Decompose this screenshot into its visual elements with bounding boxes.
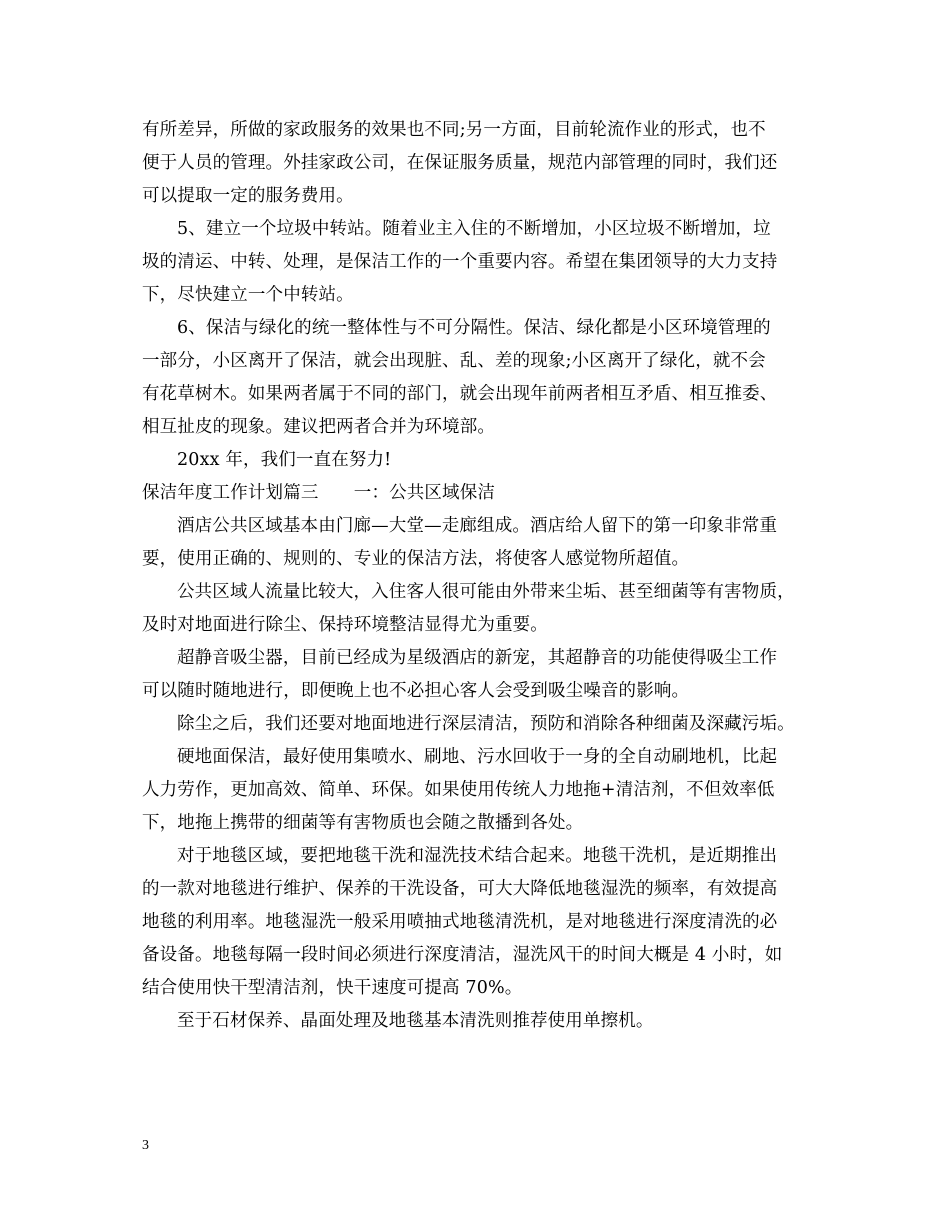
text-line: 下，尽快建立一个中转站。 xyxy=(142,285,354,305)
text-line: 便于人员的管理。外挂家政公司，在保证服务质量，规范内部管理的同时，我们还 xyxy=(142,153,778,173)
text-line: 有所差异，所做的家政服务的效果也不同;另一方面，目前轮流作业的形式，也不 xyxy=(142,120,766,140)
text-line: 硬地面保洁，最好使用集喷水、刷地、污水回收于一身的全自动刷地机，比起 xyxy=(177,747,778,767)
text-line: 可以提取一定的服务费用。 xyxy=(142,186,354,206)
text-line: 地毯的利用率。地毯湿洗一般采用喷抽式地毯清洗机，是对地毯进行深度清洗的必 xyxy=(142,912,778,932)
text-line: 的一款对地毯进行维护、保养的干洗设备，可大大降低地毯湿洗的频率，有效提高 xyxy=(142,879,778,899)
text-line: 有花草树木。如果两者属于不同的部门，就会出现年前两者相互矛盾、相互推委、 xyxy=(142,384,778,404)
text-line: 超静音吸尘器，目前已经成为星级酒店的新宠，其超静音的功能使得吸尘工作 xyxy=(177,648,778,668)
text-line: 下，地拖上携带的细菌等有害物质也会随之散播到各处。 xyxy=(142,813,584,833)
text-line: 人力劳作，更加高效、简单、环保。如果使用传统人力地拖+清洁剂，不但效率低 xyxy=(142,780,775,800)
document-body xyxy=(142,114,822,1038)
text-line: 20xx 年，我们一直在努力! xyxy=(177,450,392,470)
text-line: 结合使用快干型清洁剂，快干速度可提高 70%。 xyxy=(142,978,523,998)
text-line: 公共区域人流量比较大，入住客人很可能由外带来尘垢、甚至细菌等有害物质， xyxy=(177,582,795,602)
text-line: 相互扯皮的现象。建议把两者合并为环境部。 xyxy=(142,417,495,437)
page-number: 3 xyxy=(142,1138,149,1153)
text-line: 除尘之后，我们还要对地面地进行深层清洁，预防和消除各种细菌及深藏污垢。 xyxy=(177,714,795,734)
text-line: 可以随时随地进行，即便晚上也不必担心客人会受到吸尘噪音的影响。 xyxy=(142,681,690,701)
text-line: 5、建立一个垃圾中转站。随着业主入住的不断增加，小区垃圾不断增加，垃 xyxy=(177,219,771,239)
text-line: 保洁年度工作计划篇三 一：公共区域保洁 xyxy=(142,483,495,503)
text-line: 至于石材保养、晶面处理及地毯基本清洗则推荐使用单擦机。 xyxy=(177,1011,654,1031)
text-line: 圾的清运、中转、处理，是保洁工作的一个重要内容。希望在集团领导的大力支持 xyxy=(142,252,778,272)
text-line: 要，使用正确的、规则的、专业的保洁方法，将使客人感觉物所超值。 xyxy=(142,549,690,569)
text-line: 及时对地面进行除尘、保持环境整洁显得尤为重要。 xyxy=(142,615,548,635)
text-line: 备设备。地毯每隔一段时间必须进行深度清洁，湿洗风干的时间大概是 4 小时，如 xyxy=(142,945,783,965)
text-line: 对于地毯区域，要把地毯干洗和湿洗技术结合起来。地毯干洗机，是近期推出 xyxy=(177,846,778,866)
text-line: 酒店公共区域基本由门廊—大堂—走廊组成。酒店给人留下的第一印象非常重 xyxy=(177,516,778,536)
text-line: 一部分，小区离开了保洁，就会出现脏、乱、差的现象;小区离开了绿化，就不会 xyxy=(142,351,766,371)
text-line: 6、保洁与绿化的统一整体性与不可分隔性。保洁、绿化都是小区环境管理的 xyxy=(177,318,771,338)
